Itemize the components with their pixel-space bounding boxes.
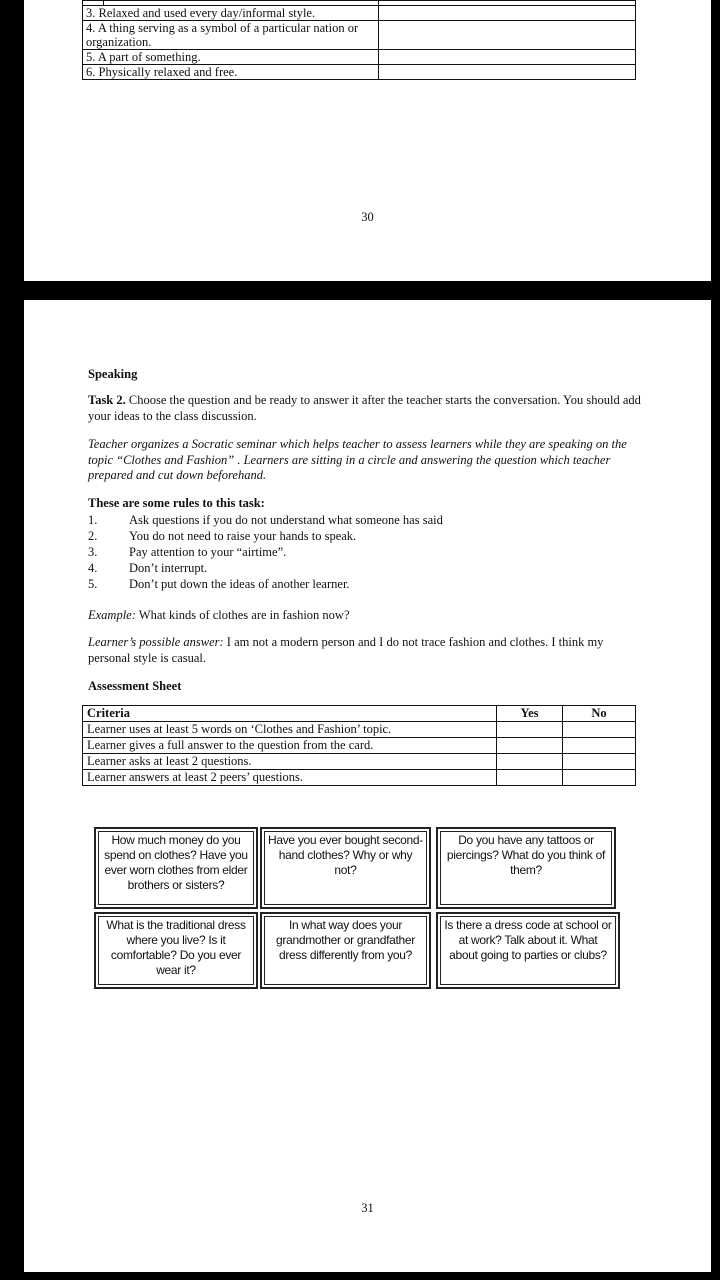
question-card: In what way does your grandmother or grandfather dress differently from you? [260,912,431,989]
question-card: Do you have any tattoos or piercings? What do you think of them? [436,827,616,909]
table-row [83,738,636,754]
no-cell [563,722,636,738]
rule-number: 2. [88,529,98,543]
criteria-cell: Learner asks at least 2 questions. [83,754,497,770]
list-item [88,512,644,528]
rule-text: Pay attention to your “airtime”. [129,545,287,559]
teacher-note: Teacher organizes a Socratic seminar which helps teacher to assess learners while they are speaking on the topic “Clothes and Fashion” . Learners are sitting in a circle and answering the question which teacher prepared and cut down beforehand. [88,437,627,482]
table-header-row [83,706,636,722]
section-title: Speaking [88,367,138,381]
document-page-31 [24,300,711,1272]
criteria-cell: Learner gives a full answer to the question from the card. [83,738,497,754]
yes-cell [497,722,563,738]
rules-heading: These are some rules to this task: [88,496,265,510]
rules-list [88,512,644,592]
table-row [83,770,636,786]
row-number: 4. [86,21,96,35]
answer-label: Learner’s possible answer: [88,635,224,649]
list-item [88,544,644,560]
row-answer [379,21,636,50]
no-cell [563,770,636,786]
list-item [88,576,644,592]
possible-answer [88,635,644,666]
page-number: 31 [361,1201,374,1215]
rule-number: 3. [88,545,98,559]
row-answer [379,65,636,80]
criteria-cell: Learner uses at least 5 words on ‘Clothes and Fashion’ topic. [83,722,497,738]
column-header-no: No [563,706,636,722]
table-row [83,65,636,80]
rule-text: Don’t interrupt. [129,561,208,575]
table-row [83,6,636,21]
yes-cell [497,754,563,770]
rule-text: You do not need to raise your hands to speak. [129,529,357,543]
no-cell [563,738,636,754]
row-answer [379,6,636,21]
task-label: Task 2. [88,393,126,407]
question-card: Is there a dress code at school or at work? Talk about it. What about going to parties or clubs? [436,912,620,989]
example [88,608,644,624]
rule-text: Ask questions if you do not understand what someone has said [129,513,443,527]
row-definition: A part of something. [97,50,201,64]
row-number: 3. [86,6,96,20]
row-number: 6. [86,65,96,79]
document-page-30 [24,0,711,281]
row-number: 5. [86,50,96,64]
column-header-criteria: Criteria [83,706,497,722]
rule-text: Don’t put down the ideas of another learner. [129,577,350,591]
table-row [83,21,636,50]
assessment-table [82,705,636,786]
assessment-title: Assessment Sheet [88,679,182,693]
page-number: 30 [361,210,374,224]
column-header-yes: Yes [497,706,563,722]
row-definition: Physically relaxed and free. [98,65,238,79]
question-card: What is the traditional dress where you live? Is it comfortable? Do you ever wear it? [94,912,258,989]
rule-number: 5. [88,577,98,591]
table-row [83,722,636,738]
example-text: What kinds of clothes are in fashion now? [135,608,350,622]
yes-cell [497,738,563,754]
yes-cell [497,770,563,786]
table-row [83,50,636,65]
row-definition: A thing serving as a symbol of a particular nation or organization. [86,21,359,49]
list-item [88,528,644,544]
no-cell [563,754,636,770]
rule-number: 4. [88,561,98,575]
example-label: Example: [88,608,136,622]
question-card: Have you ever bought second-hand clothes? Why or why not? [260,827,431,909]
row-definition: Relaxed and used every day/informal style. [98,6,316,20]
task-text: Choose the question and be ready to answer it after the teacher starts the conversation. You should add your ideas to the class discussion. [88,393,641,423]
list-item [88,560,644,576]
question-card: How much money do you spend on clothes? Have you ever worn clothes from elder brothers or sisters? [94,827,258,909]
table-row [83,754,636,770]
vocabulary-table [82,0,636,80]
task-instruction [88,393,644,424]
answer-text: I am not a modern person and I do not trace fashion and clothes. I think my personal style is casual. [88,635,604,665]
criteria-cell: Learner answers at least 2 peers’ questions. [83,770,497,786]
row-answer [379,50,636,65]
rule-number: 1. [88,513,98,527]
